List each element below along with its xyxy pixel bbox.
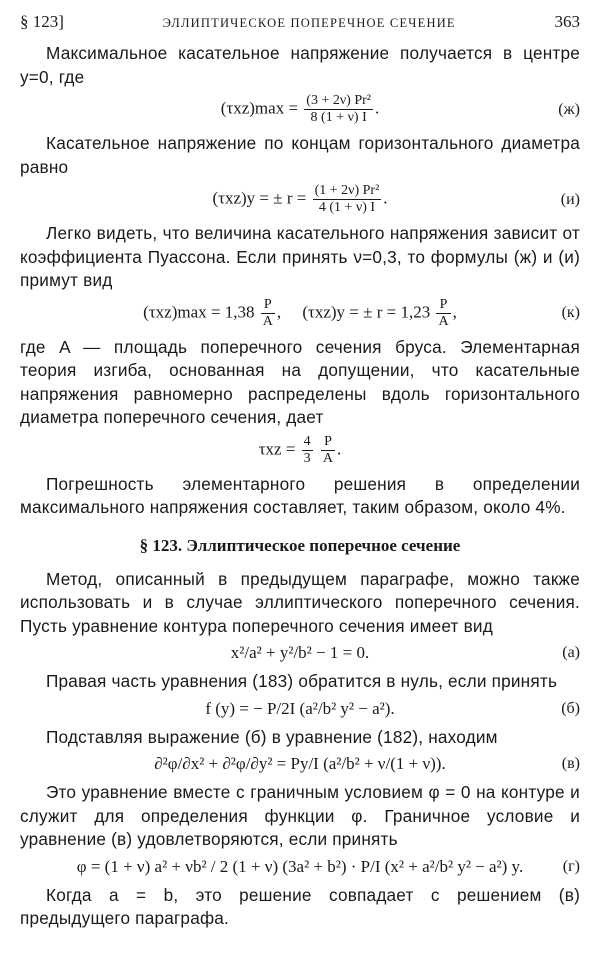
- equation-v: [20, 753, 580, 775]
- equation-tau: τxz = $\frac{4}{3}$ $\frac{P}{A}$ .: [258, 433, 342, 466]
- eq-k-num-1: P: [261, 297, 275, 314]
- eq-i-lhs: (τxz)y = ± r =: [212, 188, 307, 208]
- eq-k-fraction-2: [436, 297, 450, 330]
- section-ref: § 123]: [20, 12, 64, 31]
- eq-tau-num-1: 4: [303, 433, 311, 449]
- eq-k-tag: (к): [561, 304, 580, 321]
- eq-k-fraction-1: [261, 297, 275, 330]
- paragraph-10: Когда a = b, это решение совпадает с решением (в) предыдущего параграфа.: [20, 884, 580, 928]
- eq-zh-fraction: [304, 93, 373, 126]
- page-number: 363: [554, 12, 580, 31]
- running-header: [20, 12, 580, 42]
- paragraph-6: Метод, описанный в предыдущем параграфе, можно также использовать и в случае эллиптического поперечного сечения. Пусть уравнение контура поперечного сечения имеет вид: [20, 568, 580, 636]
- paragraph-3: Легко видеть, что величина касательного напряжения зависит от коэффициента Пуассона. Если принять ν=0,3, то формулы (ж) и (и) примут вид: [20, 223, 580, 290]
- paragraph-4: где A — площадь поперечного сечения бруса. Элементарная теория изгиба, основанная на допущении, что касательные напряжения равномерно распределены вдоль горизонтального диаметра поперечного сечения, дает: [20, 336, 580, 427]
- eq-tau-den-1: 3: [303, 450, 311, 466]
- eq-g-tag: (г): [562, 857, 580, 875]
- eq-v-tag: (в): [561, 755, 580, 772]
- eq-i-tag: (и): [560, 190, 580, 208]
- equation-i: (τxz)y = ± r = $\frac{\text{(1 + 2ν) Pr²}}{4 (1 + \nu) I}$ . (и): [212, 183, 580, 215]
- eq-zh-denominator: 8 (1 + ν) I: [310, 110, 367, 125]
- eq-k-lhs1: (τxz)max = 1,38: [143, 301, 255, 321]
- eq-tau-num-2: P: [321, 434, 335, 451]
- eq-k-lhs2: (τxz)y = ± r = 1,23: [302, 301, 431, 321]
- section-heading: § 123. Эллиптическое поперечное сечение: [139, 535, 461, 555]
- eq-v-body: ∂²φ/∂x² + ∂²φ/∂y² = Py/I (a²/b² + ν/(1 + ν)).: [154, 754, 446, 773]
- paragraph-8: Подставляя выражение (б) в уравнение (182), находим: [46, 726, 498, 747]
- paragraph-1: Максимальное касательное напряжение получается в центре y=0, где: [20, 43, 580, 87]
- eq-a-body: x²/a² + y²/b² − 1 = 0.: [230, 643, 370, 662]
- equation-b: [20, 698, 580, 720]
- eq-k-num-2: P: [436, 297, 450, 314]
- eq-zh-tag: (ж): [558, 100, 580, 118]
- eq-tau-den-2: A: [322, 450, 334, 466]
- equation-a: [20, 642, 580, 664]
- eq-b-tag: (б): [561, 699, 580, 717]
- eq-i-denominator: 4 (1 + ν) I: [318, 200, 376, 215]
- running-title: ЭЛЛИПТИЧЕСКОЕ ПОПЕРЕЧНОЕ СЕЧЕНИЕ: [162, 16, 456, 30]
- eq-zh-numerator: (3 + 2ν) Pr²: [306, 93, 371, 108]
- eq-k-den-2: A: [438, 313, 449, 329]
- eq-tau-fraction-1: [302, 434, 313, 467]
- book-page: [20, 12, 580, 931]
- equation-k: (τxz)max = 1,38 $\frac{P}{A}$ , (τxz)y = ± r = 1,23 $\frac{P}{A}$ , (к): [143, 296, 580, 329]
- paragraph-7: Правая часть уравнения (183) обратится в нуль, если принять: [46, 671, 558, 691]
- eq-tau-lhs: τxz =: [258, 438, 296, 458]
- eq-b-body: f (y) = − P/2I (a²/b² y² − a²).: [205, 698, 395, 718]
- equation-zh: (τxz)max = $\frac{\text{(3 + 2ν) Pr²}}{8 (1 + \nu) I}$ . (ж): [220, 93, 580, 125]
- eq-k-den-1: A: [262, 313, 273, 329]
- eq-i-fraction: [313, 183, 382, 216]
- eq-g-body: φ = (1 + ν) a² + νb² / 2 (1 + ν) (3a² + b²) · P/I (x² + a²/b² y² − a²) y.: [76, 856, 524, 876]
- paragraph-2: Касательное напряжение по концам горизонтального диаметра равно: [20, 133, 580, 177]
- eq-a-tag: (а): [562, 644, 580, 661]
- eq-zh-lhs: (τxz)max =: [220, 98, 299, 118]
- eq-i-numerator: (1 + 2ν) Pr²: [314, 183, 380, 198]
- paragraph-5: Погрешность элементарного решения в определении максимального напряжения составляет, таким образом, около 4%.: [20, 473, 580, 517]
- equation-g: [20, 856, 580, 878]
- paragraph-9: Это уравнение вместе с граничным условием φ = 0 на контуре и служит для определения функции φ. Граничное условие и уравнение (в) удовлетворяются, если принять: [20, 782, 580, 849]
- eq-tau-fraction-2: [321, 434, 335, 467]
